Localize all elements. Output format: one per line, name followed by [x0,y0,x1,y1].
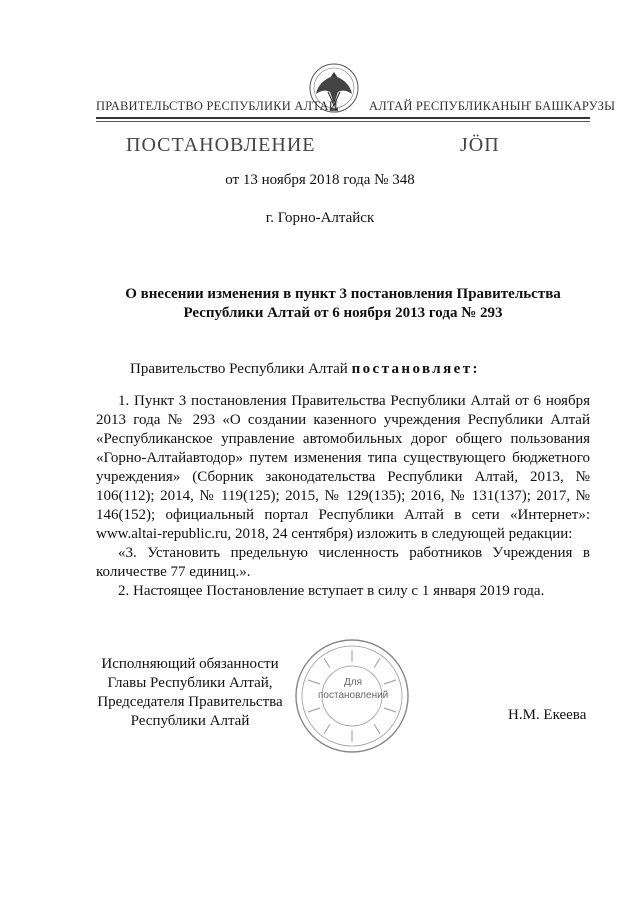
document-date-number: от 13 ноября 2018 года № 348 [225,172,415,188]
doc-type-ru: ПОСТАНОВЛЕНИЕ [126,134,316,156]
header-divider [96,117,590,119]
signatory-line-4: Республики Алтай [130,713,250,729]
signatory-line-1: Исполняющий обязанности [101,656,279,672]
signatory-title [90,655,290,731]
doc-type-alt: ЈӦП [460,134,500,156]
signatory-name: Н.М. Екеева [508,707,587,723]
header-divider-thin [96,121,590,122]
header-org-ru: ПРАВИТЕЛЬСТВО РЕСПУБЛИКИ АЛТАЙ [96,99,338,113]
stamp-line-1: Для [343,677,363,688]
paragraph-1: 1. Пункт 3 постановления Правительства Республики Алтай от 6 ноября 2013 года № 293 «О создании казенного учреждения Республики Алтай «Республиканское управление автомобильных дорог общего пользования «Горно-Алтайавтодор» путем изменения типа существующего бюджетного учреждения» (Сборник законодательства Республики Алтай, 2013, № 106(112); 2014, № 119(125); 2015, № 129(135); 2016, № 131(137); 2017, № 146(152); официальный портал Республики Алтай в сети «Интернет»: www.altai-republic.ru, 2018, 24 сентября) изложить в следующей редакции: [96,393,590,542]
document-body [96,392,590,601]
signatory-line-2: Главы Республики Алтай, [107,675,273,691]
title-line-2: Республики Алтай от 6 ноября 2013 года № 293 [183,305,503,321]
document-city: г. Горно-Алтайск [265,210,375,226]
stamp-line-2: постановлений [318,690,389,701]
paragraph-quote: «3. Установить предельную численность работников Учреждения в количестве 77 единиц.». [96,545,590,580]
title-line-1: О внесении изменения в пункт 3 постановления Правительства [125,286,561,302]
decree-keyword: постановляет: [351,361,480,377]
stamp-text [318,676,388,702]
decree-intro-text: Правительство Республики Алтай [130,361,348,377]
signatory-line-3: Председателя Правительства [97,694,283,710]
header-org-alt: АЛТАЙ РЕСПУБЛИКАНЫҤ БАШКАРУЗЫ [369,99,616,113]
paragraph-2: 2. Настоящее Постановление вступает в силу с 1 января 2019 года. [118,583,545,599]
document-title [96,285,590,323]
decree-intro [130,361,480,378]
